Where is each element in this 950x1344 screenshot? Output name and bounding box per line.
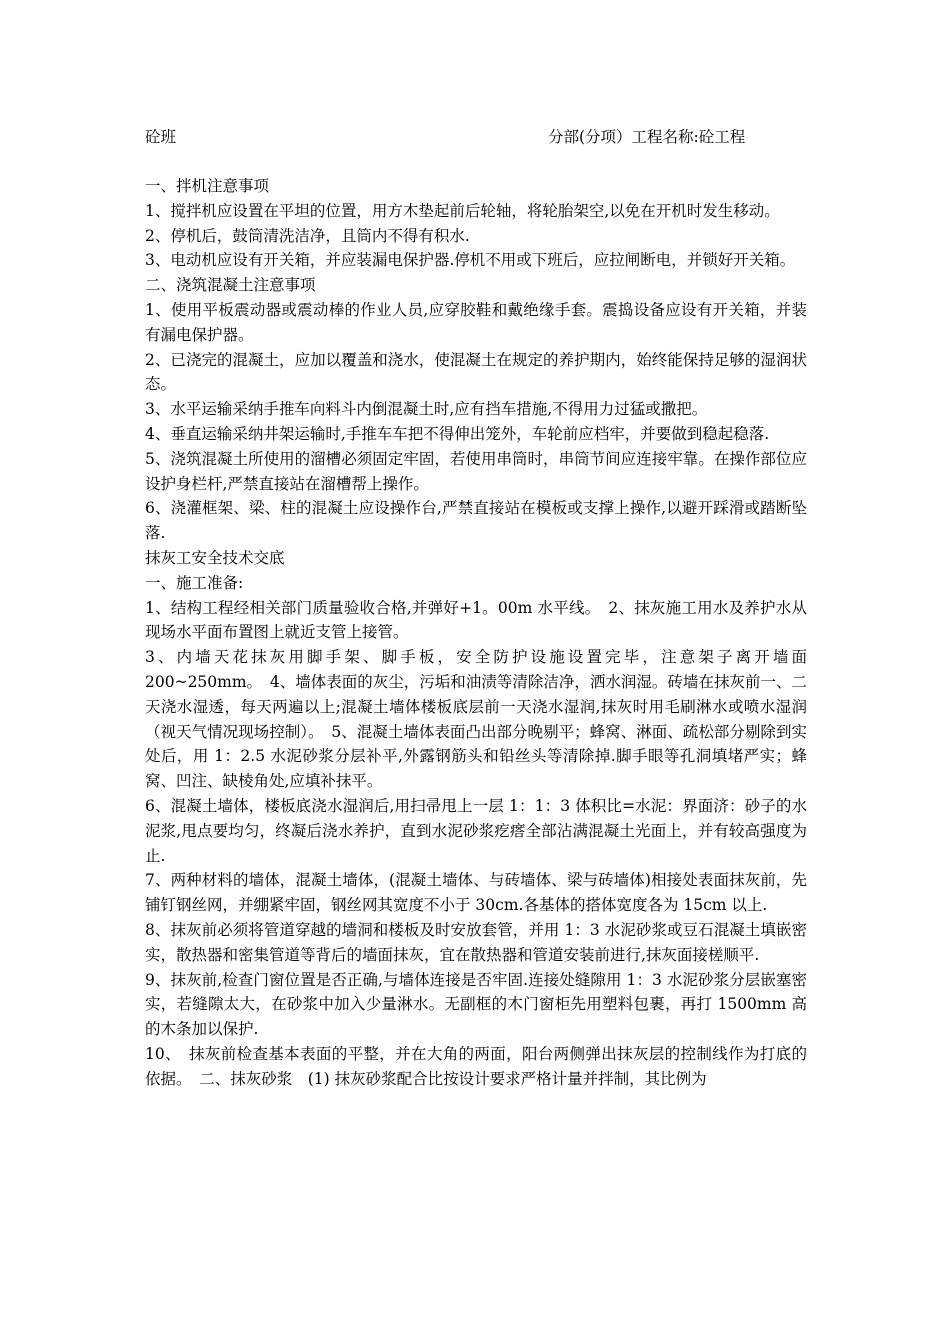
paragraph: 5、浇筑混凝土所使用的溜槽必须固定牢固，若使用串筒时，串筒节间应连接牢靠。在操作部位应设护身栏杆,严禁直接站在溜槽帮上操作。 (145, 449, 807, 493)
project-name: 分部(分项）工程名称:砼工程 (548, 128, 746, 146)
document-body (145, 174, 807, 1091)
paragraph: 1、搅拌机应设置在平坦的位置，用方木垫起前后轮轴，将轮胎架空,以免在开机时发生移动。 (145, 201, 780, 220)
paragraph: 3、电动机应设有开关箱，并应装漏电保护器.停机不用或下班后，应拉闸断电，并锁好开关箱。 (145, 251, 796, 270)
paragraph: 6、浇灌框架、梁、柱的混凝土应设操作台,严禁直接站在模板或支撑上操作,以避开踩滑或踏断坠落. (145, 499, 807, 543)
section-heading: 二、浇筑混凝土注意事项 (145, 276, 316, 295)
paragraph: 8、抹灰前必须将管道穿越的墙洞和楼板及时安放套管，并用 1：3 水泥砂浆或豆石混凝土填嵌密实，散热器和密集管道等背后的墙面抹灰，宜在散热器和管道安装前进行,抹灰面接槎顺平. (145, 920, 807, 964)
paragraph: 1、结构工程经相关部门质量验收合格,并弹好+1。00m 水平线。 2、抹灰施工用水及养护水从现场水平面布置图上就近支管上接管。 (145, 598, 807, 642)
team-name: 砼班 (145, 128, 177, 146)
paragraph: 7、两种材料的墙体，混凝土墙体，(混凝土墙体、与砖墙体、梁与砖墙体)相接处表面抹灰前，先铺钉钢丝网，并绷紧牢固，钢丝网其宽度不小于 30cm.各基体的搭体宽度各为 15cm 以上. (145, 871, 807, 915)
paragraph: 3、内墙天花抹灰用脚手架、脚手板，安全防护设施设置完毕，注意架子离开墙面 200~250mm。 4、墙体表面的灰尘，污垢和油渍等清除洁净，洒水润湿。砖墙在抹灰前一、二天浇水湿透，每天两遍以上;混凝土墙体楼板底层前一天浇水湿润,抹灰时用毛刷淋水或喷水湿润（视天气情况现场控制）。 5、混凝土墙体表面凸出部分晚剔平；蜂窝、淋面、疏松部分剔除到实处后，用 1：2.5 水泥砂浆分层补平,外露钢筋头和铅丝头等清除掉.脚手眼等孔洞填堵严实；蜂窝、凹注、缺棱角处,应填补抹平。 (145, 648, 807, 791)
paragraph: 6、混凝土墙体，楼板底浇水湿润后,用扫帚甩上一层 1：1：3 体积比=水泥：界面济：砂子的水泥浆,甩点要均匀，终凝后浇水养护，直到水泥砂浆疙瘩全部沾满混凝土光面上，并有较高强度为止. (145, 796, 807, 865)
section-heading: 一、施工准备: (145, 573, 244, 592)
paragraph: 9、抹灰前,检查门窗位置是否正确,与墙体连接是否牢固.连接处缝隙用 1：3 水泥砂浆分层嵌塞密实，若缝隙太大，在砂浆中加入少量淋水。无副框的木门窗柜先用塑料包裹，再打 1500mm 高的木条加以保护. (145, 970, 807, 1039)
paragraph: 4、垂直运输采纳井架运输时,手推车车把不得伸出笼外，车轮前应档牢，并要做到稳起稳落. (145, 424, 770, 443)
paragraph: 3、水平运输采纳手推车向料斗内倒混凝土时,应有挡车措施,不得用力过猛或撒把。 (145, 400, 708, 419)
paragraph: 2、已浇完的混凝土，应加以覆盖和浇水，使混凝土在规定的养护期内，始终能保持足够的湿润状态。 (145, 350, 807, 394)
paragraph: 10、 抹灰前检查基本表面的平整，并在大角的两面，阳台两侧弹出抹灰层的控制线作为打底的依据。 二、抹灰砂浆 (1) 抹灰砂浆配合比按设计要求严格计量并拌制，其比例为 (145, 1044, 807, 1088)
document-subtitle: 抹灰工安全技术交底 (145, 548, 285, 567)
paragraph: 1、使用平板震动器或震动棒的作业人员,应穿胶鞋和戴绝缘手套。震捣设备应设有开关箱，并装有漏电保护器。 (145, 300, 807, 344)
section-heading: 一、拌机注意事项 (145, 177, 270, 195)
paragraph: 2、停机后，鼓筒清洗洁净，且筒内不得有积水. (145, 226, 470, 245)
